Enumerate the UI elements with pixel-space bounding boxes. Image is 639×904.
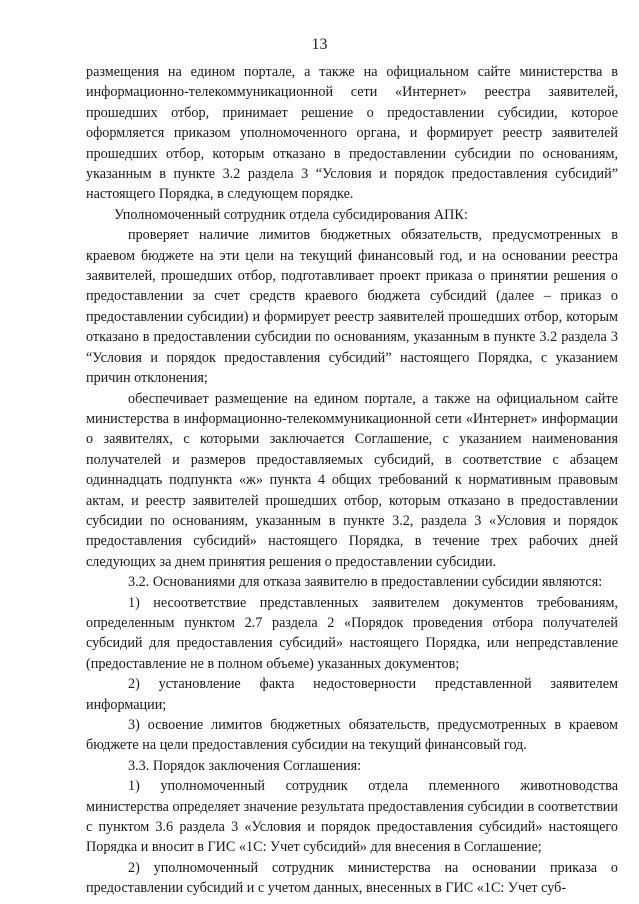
paragraph-ensures-publication: обеспечивает размещение на едином портале, а также на официальном сайте министерства в информационно-телекоммуникационной сети «Интернет» информации о заявителях, с которыми заключается Соглашение, с указанием наименования получателей и размеров предоставляемых субсидий, в соответствие с абзацем одиннадцать подпункта «ж» пункта 4 общих требований к нормативным правовым актам, и реестр заявителей прошедших отбор, которым отказано в предоставлении субсидии по основаниям, указанным в пункте 3.2, раздела 3 «Условия и порядок предоставления субсидий» настоящего Порядка, в течение трех рабочих дней следующих за днем принятия решения о предоставлении субсидии. (86, 390, 618, 570)
paragraph-intro-continuation: размещения на едином портале, а также на официальном сайте министерства в информационно-телекоммуникационной сети «Интернет» реестра заявителей, прошедших отбор, принимает решение о предоставлении субсидии, которое оформляется приказом уполномоченного органа, и формирует реестр заявителей прошедших отбор, которым отказано в предоставлении субсидии по основаниям, указанным в пункте 3.2 раздела 3 “Условия и порядок предоставления субсидий” настоящего Порядка, в следующем порядке. (86, 64, 618, 203)
document-body (86, 62, 618, 899)
list-item-refusal-3: 3) освоение лимитов бюджетных обязательств, предусмотренных в краевом бюджете на цели предоставления субсидии на текущий финансовый год. (86, 717, 618, 754)
paragraph-section-3-3: 3.3. Порядок заключения Соглашения: (128, 757, 362, 774)
list-item-refusal-1: 1) несоответствие представленных заявителем документов требованиям, определенным пунктом 2.7 раздела 2 «Порядок проведения отбора получателей субсидий для предоставления субсидий» настоящего Порядка, или непредставление (предоставление не в полном объеме) указанных документов; (86, 594, 618, 672)
paragraph-apk-officer: Уполномоченный сотрудник отдела субсидирования АПК: (114, 206, 468, 223)
page-number: 13 (311, 36, 328, 53)
list-item-agreement-1: 1) уполномоченный сотрудник отдела племенного животноводства министерства определяет значение результата предоставления субсидии в соответствии с пунктом 3.6 раздела 3 «Условия и порядок предоставления субсидий» настоящего Порядка и вносит в ГИС «1С: Учет субсидий» для внесения в Соглашение; (86, 778, 618, 856)
list-item-agreement-2: 2) уполномоченный сотрудник министерства на основании приказа о предоставлении субсидий и с учетом данных, внесенных в ГИС «1С: Учет суб- (86, 859, 618, 897)
paragraph-checks-limits: проверяет наличие лимитов бюджетных обязательств, предусмотренных в краевом бюджете на эти цели на текущий финансовый год, и на основании реестра заявителей, прошедших отбор, подготавливает проект приказа о принятии решения о предоставлении за счет средств краевого бюджета субсидий (далее – приказ о предоставлении субсидии) и формирует реестр заявителей прошедших отбор, которым отказано в предоставлении субсидии по основаниям, указанным в пункте 3.2 раздела 3 “Условия и порядок предоставления субсидий” настоящего Порядка, с указанием причин отклонения; (86, 227, 618, 387)
list-item-refusal-2: 2) установление факта недостоверности представленной заявителем информации; (86, 676, 618, 713)
paragraph-section-3-2: 3.2. Основаниями для отказа заявителю в предоставлении субсидии являются: (128, 574, 603, 591)
